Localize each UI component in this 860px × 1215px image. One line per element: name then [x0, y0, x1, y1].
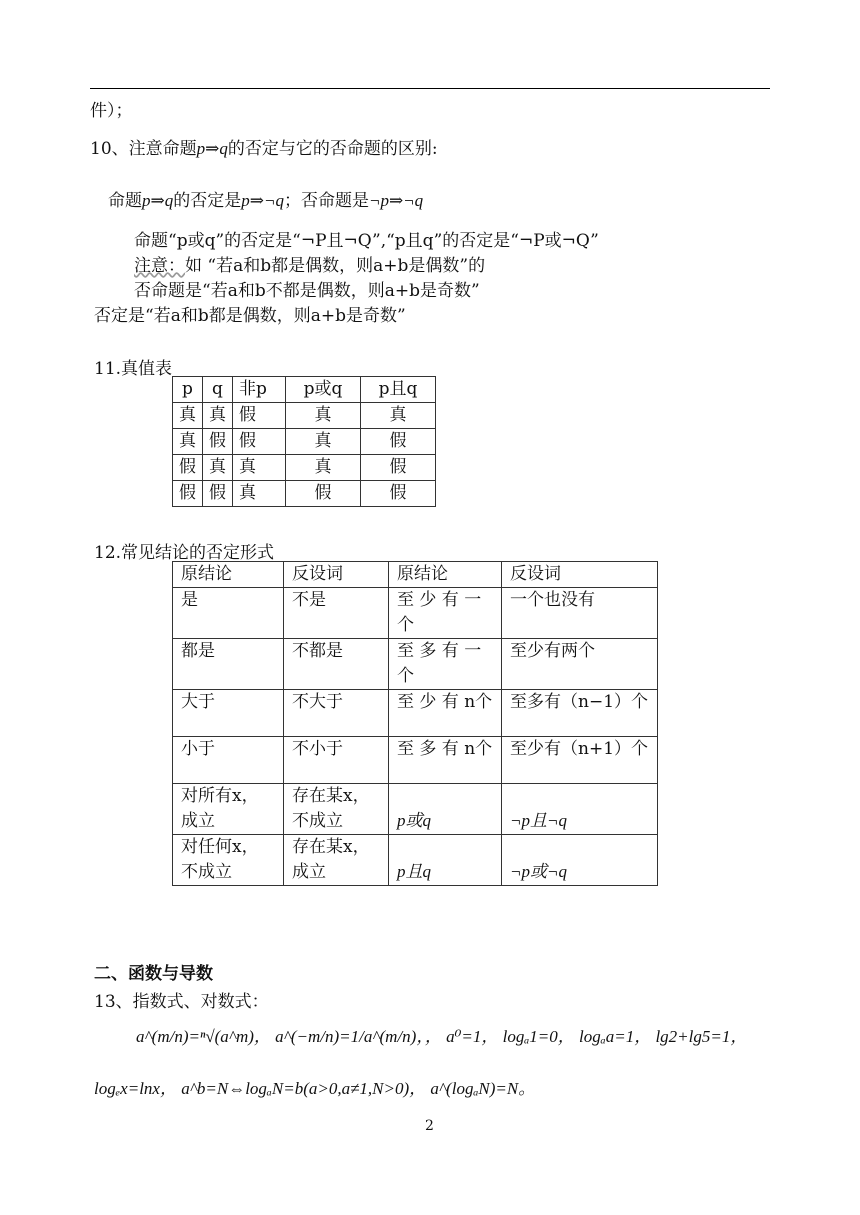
- section-title: 二、函数与导数: [94, 964, 213, 984]
- cell: 真: [173, 403, 203, 429]
- header-cell: 反设词: [284, 562, 389, 588]
- item10-note: 注意：如 “若a和b都是偶数，则a+b是偶数”的: [134, 256, 486, 276]
- cell: 至少有（n+1）个: [502, 737, 658, 784]
- table-row: [173, 835, 658, 886]
- cell: 至 少 有 n个: [389, 690, 502, 737]
- cell: 假: [286, 481, 361, 507]
- cell: 假: [203, 429, 233, 455]
- cell: 存在某x，成立: [284, 835, 389, 886]
- cell: 不是: [284, 588, 389, 639]
- table-row: [173, 481, 436, 507]
- cell: 假: [361, 455, 436, 481]
- item10-neg-prop: 否命题是“若a和b不都是偶数，则a+b是奇数”: [134, 281, 480, 301]
- cell: 都是: [173, 639, 284, 690]
- cell: 不大于: [284, 690, 389, 737]
- header-cell: q: [203, 377, 233, 403]
- cell: 真: [173, 429, 203, 455]
- cell: 真: [203, 403, 233, 429]
- cell: 真: [361, 403, 436, 429]
- cell: 假: [203, 481, 233, 507]
- cell: 存在某x，不成立: [284, 784, 389, 835]
- cell: 至 少 有 一个: [389, 588, 502, 639]
- item12-title: 12.常见结论的否定形式: [94, 543, 275, 563]
- cell: 至 多 有 n个: [389, 737, 502, 784]
- table-row: [173, 588, 658, 639]
- formula-line1: a^(m/n)=ⁿ√(a^m)， a^(−m/n)=1/a^(m/n)，， a⁰=1， logₐ1=0， logₐa=1， lg2+lg5=1，: [136, 1027, 748, 1046]
- truth-table: [172, 376, 436, 507]
- cell: 假: [361, 481, 436, 507]
- cell: 不都是: [284, 639, 389, 690]
- cell: p或q: [389, 784, 502, 835]
- item11-title: 11.真值表: [94, 359, 173, 379]
- item13-title: 13、指数式、对数式：: [94, 992, 269, 1012]
- cell: 假: [233, 403, 286, 429]
- page-number: 2: [425, 1118, 434, 1134]
- cell: 小于: [173, 737, 284, 784]
- table-row: [173, 639, 658, 690]
- cell: 对任何x，不成立: [173, 835, 284, 886]
- formula-line2: logₑx=lnx， a^b=N⇔logₐN=b(a>0,a≠1,N>0)， a^(logₐN)=N。: [94, 1079, 536, 1098]
- cell: 一个也没有: [502, 588, 658, 639]
- cell: 不小于: [284, 737, 389, 784]
- table-row: [173, 690, 658, 737]
- header-cell: 非p: [233, 377, 286, 403]
- item10-line1: 命题p⇒q的否定是p⇒¬q；否命题是¬p⇒¬q: [108, 191, 424, 211]
- cell: p且q: [389, 835, 502, 886]
- item10-negation: 否定是“若a和b都是偶数，则a+b是奇数”: [94, 306, 406, 326]
- header-cell: p: [173, 377, 203, 403]
- cell: 真: [286, 455, 361, 481]
- cell: 至多有（n−1）个: [502, 690, 658, 737]
- cell: ¬p且¬q: [502, 784, 658, 835]
- table-row: [173, 784, 658, 835]
- cell: 真: [233, 455, 286, 481]
- table-row: [173, 403, 436, 429]
- cell: 真: [286, 403, 361, 429]
- cell: 对所有x，成立: [173, 784, 284, 835]
- header-rule: [90, 88, 770, 89]
- cell: 是: [173, 588, 284, 639]
- cell: 假: [173, 481, 203, 507]
- item10-title: 10、注意命题p⇒q的否定与它的否命题的区别:: [90, 139, 438, 159]
- cell: 真: [203, 455, 233, 481]
- table-row: [173, 429, 436, 455]
- cell: 至 多 有 一个: [389, 639, 502, 690]
- cell: ¬p或¬q: [502, 835, 658, 886]
- cell: 真: [233, 481, 286, 507]
- header-cell: 原结论: [389, 562, 502, 588]
- negation-table: [172, 561, 658, 886]
- cell: 至少有两个: [502, 639, 658, 690]
- header-cell: 反设词: [502, 562, 658, 588]
- cell: 假: [361, 429, 436, 455]
- header-cell: p且q: [361, 377, 436, 403]
- cell: 大于: [173, 690, 284, 737]
- table-row: [173, 455, 436, 481]
- table-row: [173, 737, 658, 784]
- cell: 真: [286, 429, 361, 455]
- header-cell: 原结论: [173, 562, 284, 588]
- item10-line2: 命题“p或q”的否定是“¬P且¬Q”,“p且q”的否定是“¬P或¬Q”: [134, 231, 599, 251]
- header-cell: p或q: [286, 377, 361, 403]
- top-fragment: 件）；: [90, 101, 133, 121]
- cell: 假: [233, 429, 286, 455]
- cell: 假: [173, 455, 203, 481]
